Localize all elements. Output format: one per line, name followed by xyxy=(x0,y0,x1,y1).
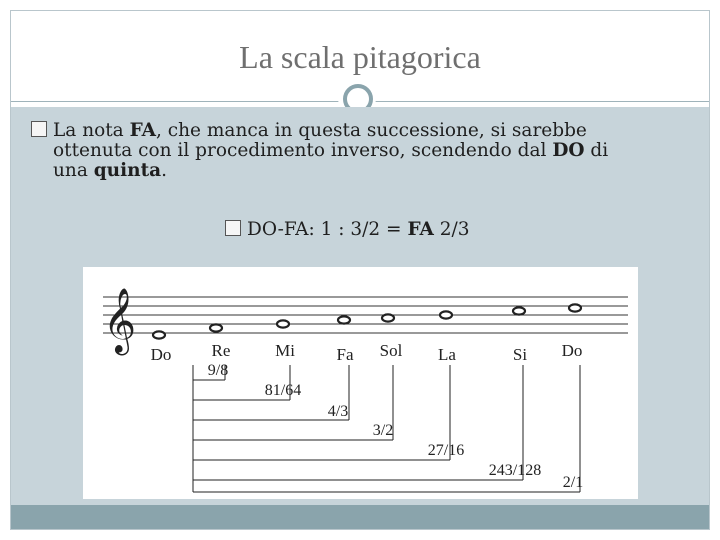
whole-note xyxy=(569,304,581,311)
whole-note xyxy=(513,307,525,314)
bullet-fa-explanation xyxy=(31,121,681,181)
note-label: La xyxy=(438,345,456,364)
bullet1-text: di xyxy=(584,140,609,161)
note-label: Mi xyxy=(275,341,295,360)
bullet1-text: , che manca in questa successione, si sarebbe xyxy=(156,120,587,141)
bullet1-text: ottenuta con il procedimento inverso, scendendo dal xyxy=(53,140,553,161)
whole-note xyxy=(338,316,350,323)
footer-band xyxy=(11,505,709,529)
note-label: Re xyxy=(211,341,231,360)
bullet1-bold-quinta: quinta xyxy=(93,160,162,181)
bullet2-bold-fa: FA xyxy=(407,219,434,240)
whole-note xyxy=(277,320,289,327)
bullet2-text: 2/3 xyxy=(433,219,470,240)
whole-note xyxy=(210,324,222,331)
note-label: Do xyxy=(150,345,172,364)
treble-clef-icon: 𝄞 xyxy=(103,288,137,353)
ratio-label: 81/64 xyxy=(264,382,302,399)
bullet1-text: . xyxy=(161,160,168,181)
note-label: Do xyxy=(561,341,583,360)
ratio-label: 9/8 xyxy=(207,362,229,379)
ratio-label: 3/2 xyxy=(372,422,394,439)
bullet1-text: una xyxy=(53,160,94,181)
checkbox-bullet-icon xyxy=(31,121,47,137)
content-area xyxy=(11,107,709,505)
bullet1-bold-fa: FA xyxy=(129,120,156,141)
bullet1-continuation xyxy=(31,141,681,181)
bullet1-text: La nota xyxy=(53,120,130,141)
pythagorean-scale-figure xyxy=(83,267,638,499)
ratio-label: 2/1 xyxy=(562,474,584,491)
slide-title: La scala pitagorica xyxy=(239,39,481,75)
note-label: Fa xyxy=(336,345,354,364)
ratio-label: 27/16 xyxy=(427,442,465,459)
slide xyxy=(10,10,710,530)
score-svg xyxy=(83,267,638,499)
bullet-do-fa-ratio xyxy=(225,220,470,240)
note-label: Si xyxy=(512,345,528,364)
ratio-label: 4/3 xyxy=(327,403,349,420)
whole-note xyxy=(440,311,452,318)
bullet2-text: DO-FA: 1 : 3/2 = xyxy=(247,219,408,240)
ratio-label: 243/128 xyxy=(488,462,542,479)
checkbox-bullet-icon xyxy=(225,220,241,236)
whole-note xyxy=(382,314,394,321)
bullet1-bold-do: DO xyxy=(552,140,585,161)
whole-note xyxy=(153,331,165,338)
note-label: Sol xyxy=(379,341,403,360)
